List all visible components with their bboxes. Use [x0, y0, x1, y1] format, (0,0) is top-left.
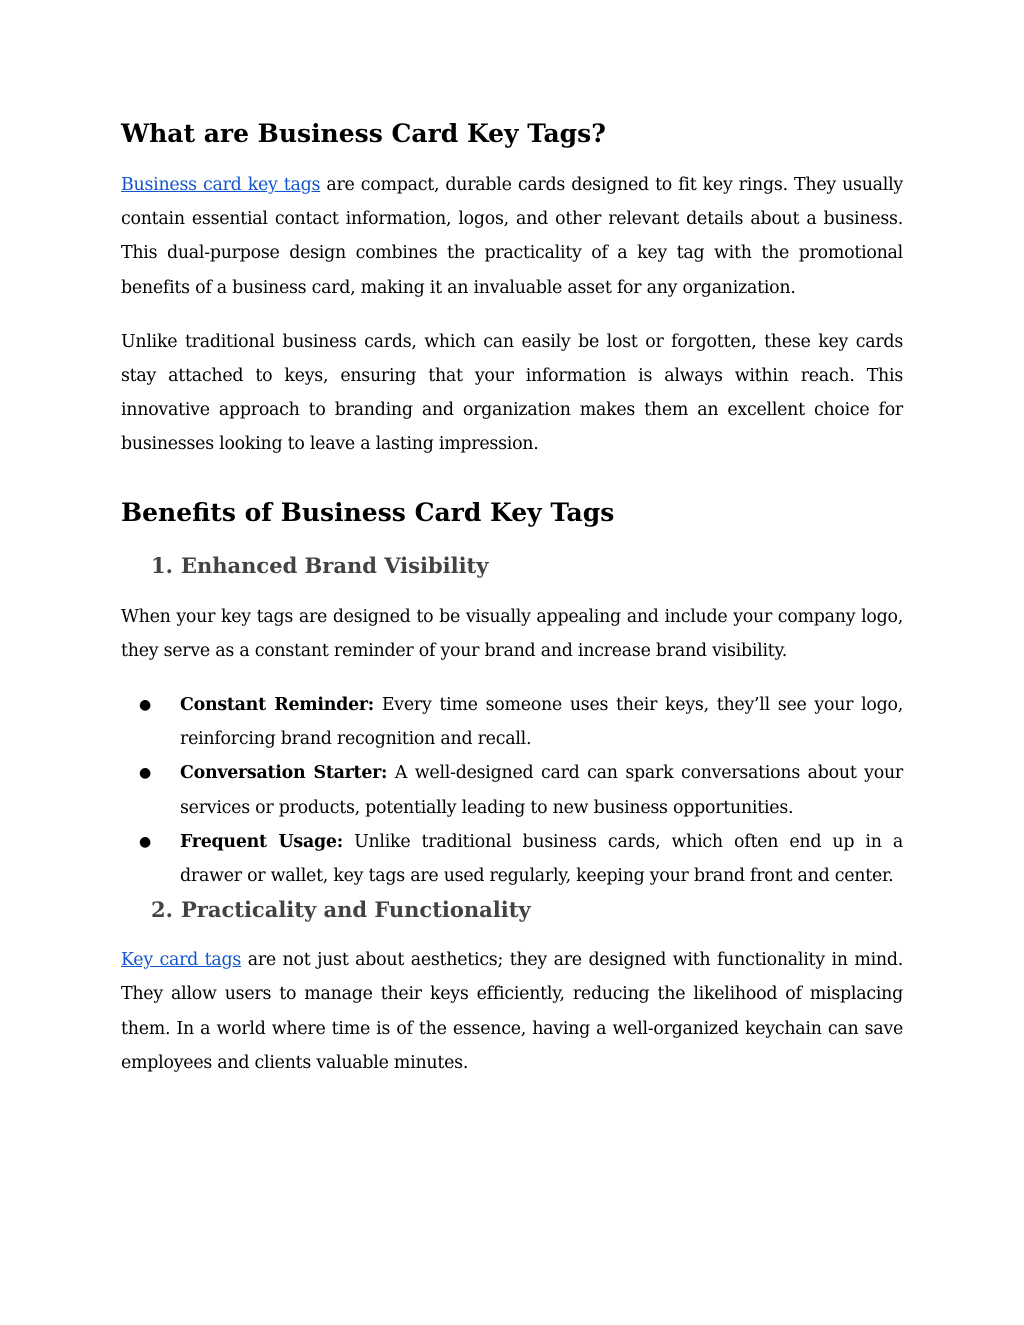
subheading-title: Enhanced Brand Visibility	[181, 552, 489, 578]
business-card-key-tags-link[interactable]: Business card key tags	[121, 175, 321, 195]
list-item	[121, 825, 903, 893]
practicality-paragraph	[121, 943, 903, 1080]
subheading-number: 1.	[151, 552, 173, 578]
list-item	[121, 688, 903, 756]
intro-paragraph-text: are compact, durable cards designed to fit key rings. They usually contain essential contact information, logos, and other relevant details about a business. This dual-purpose design combines the practicality of a key tag with the promotional benefits of a business card, making it an invaluable asset for any organization.	[121, 175, 904, 298]
bullet-label: Frequent Usage:	[180, 831, 343, 852]
bullet-icon: ●	[139, 697, 151, 714]
list-item	[121, 756, 903, 824]
section-title-benefits: Benefits of Business Card Key Tags	[121, 497, 615, 527]
bullet-icon: ●	[139, 833, 151, 850]
key-card-tags-link[interactable]: Key card tags	[121, 950, 242, 971]
subheading-practicality	[121, 895, 903, 925]
section-title-what-are: What are Business Card Key Tags?	[121, 119, 606, 148]
intro-paragraph	[121, 168, 903, 305]
bullet-label: Conversation Starter:	[180, 763, 388, 784]
benefits-bullet-list	[121, 688, 903, 893]
practicality-paragraph-text: are not just about aesthetics; they are designed with functionality in mind. They allow users to manage their keys efficiently, reducing the likelihood of misplacing them. In a world where time is of the essence, having a well-organized keychain can save employees and clients valuable minutes.	[121, 950, 903, 1073]
bullet-icon: ●	[139, 765, 151, 782]
subheading-brand-visibility	[121, 551, 903, 581]
bullet-text: Every time someone uses their keys, they’ll see your logo, reinforcing brand recognition and recall.	[180, 695, 903, 750]
unlike-traditional-paragraph: Unlike traditional business cards, which can easily be lost or forgotten, these key cards stay attached to keys, ensuring that your information is always within reach. This innovative approach to branding and organization makes them an excellent choice for businesses looking to leave a lasting impression.	[121, 331, 903, 455]
subheading-number: 2.	[151, 897, 173, 923]
bullet-label: Constant Reminder:	[180, 695, 374, 716]
subheading-title: Practicality and Functionality	[181, 897, 531, 923]
bullet-text: Unlike traditional business cards, which often end up in a drawer or wallet, key tags are used regularly, keeping your brand front and center.	[180, 831, 903, 887]
document-page	[121, 108, 903, 1080]
brand-visibility-paragraph: When your key tags are designed to be visually appealing and include your company logo, they serve as a constant reminder of your brand and increase brand visibility.	[121, 606, 903, 661]
bullet-text: A well-designed card can spark conversations about your services or products, potentially leading to new business opportunities.	[180, 763, 903, 818]
